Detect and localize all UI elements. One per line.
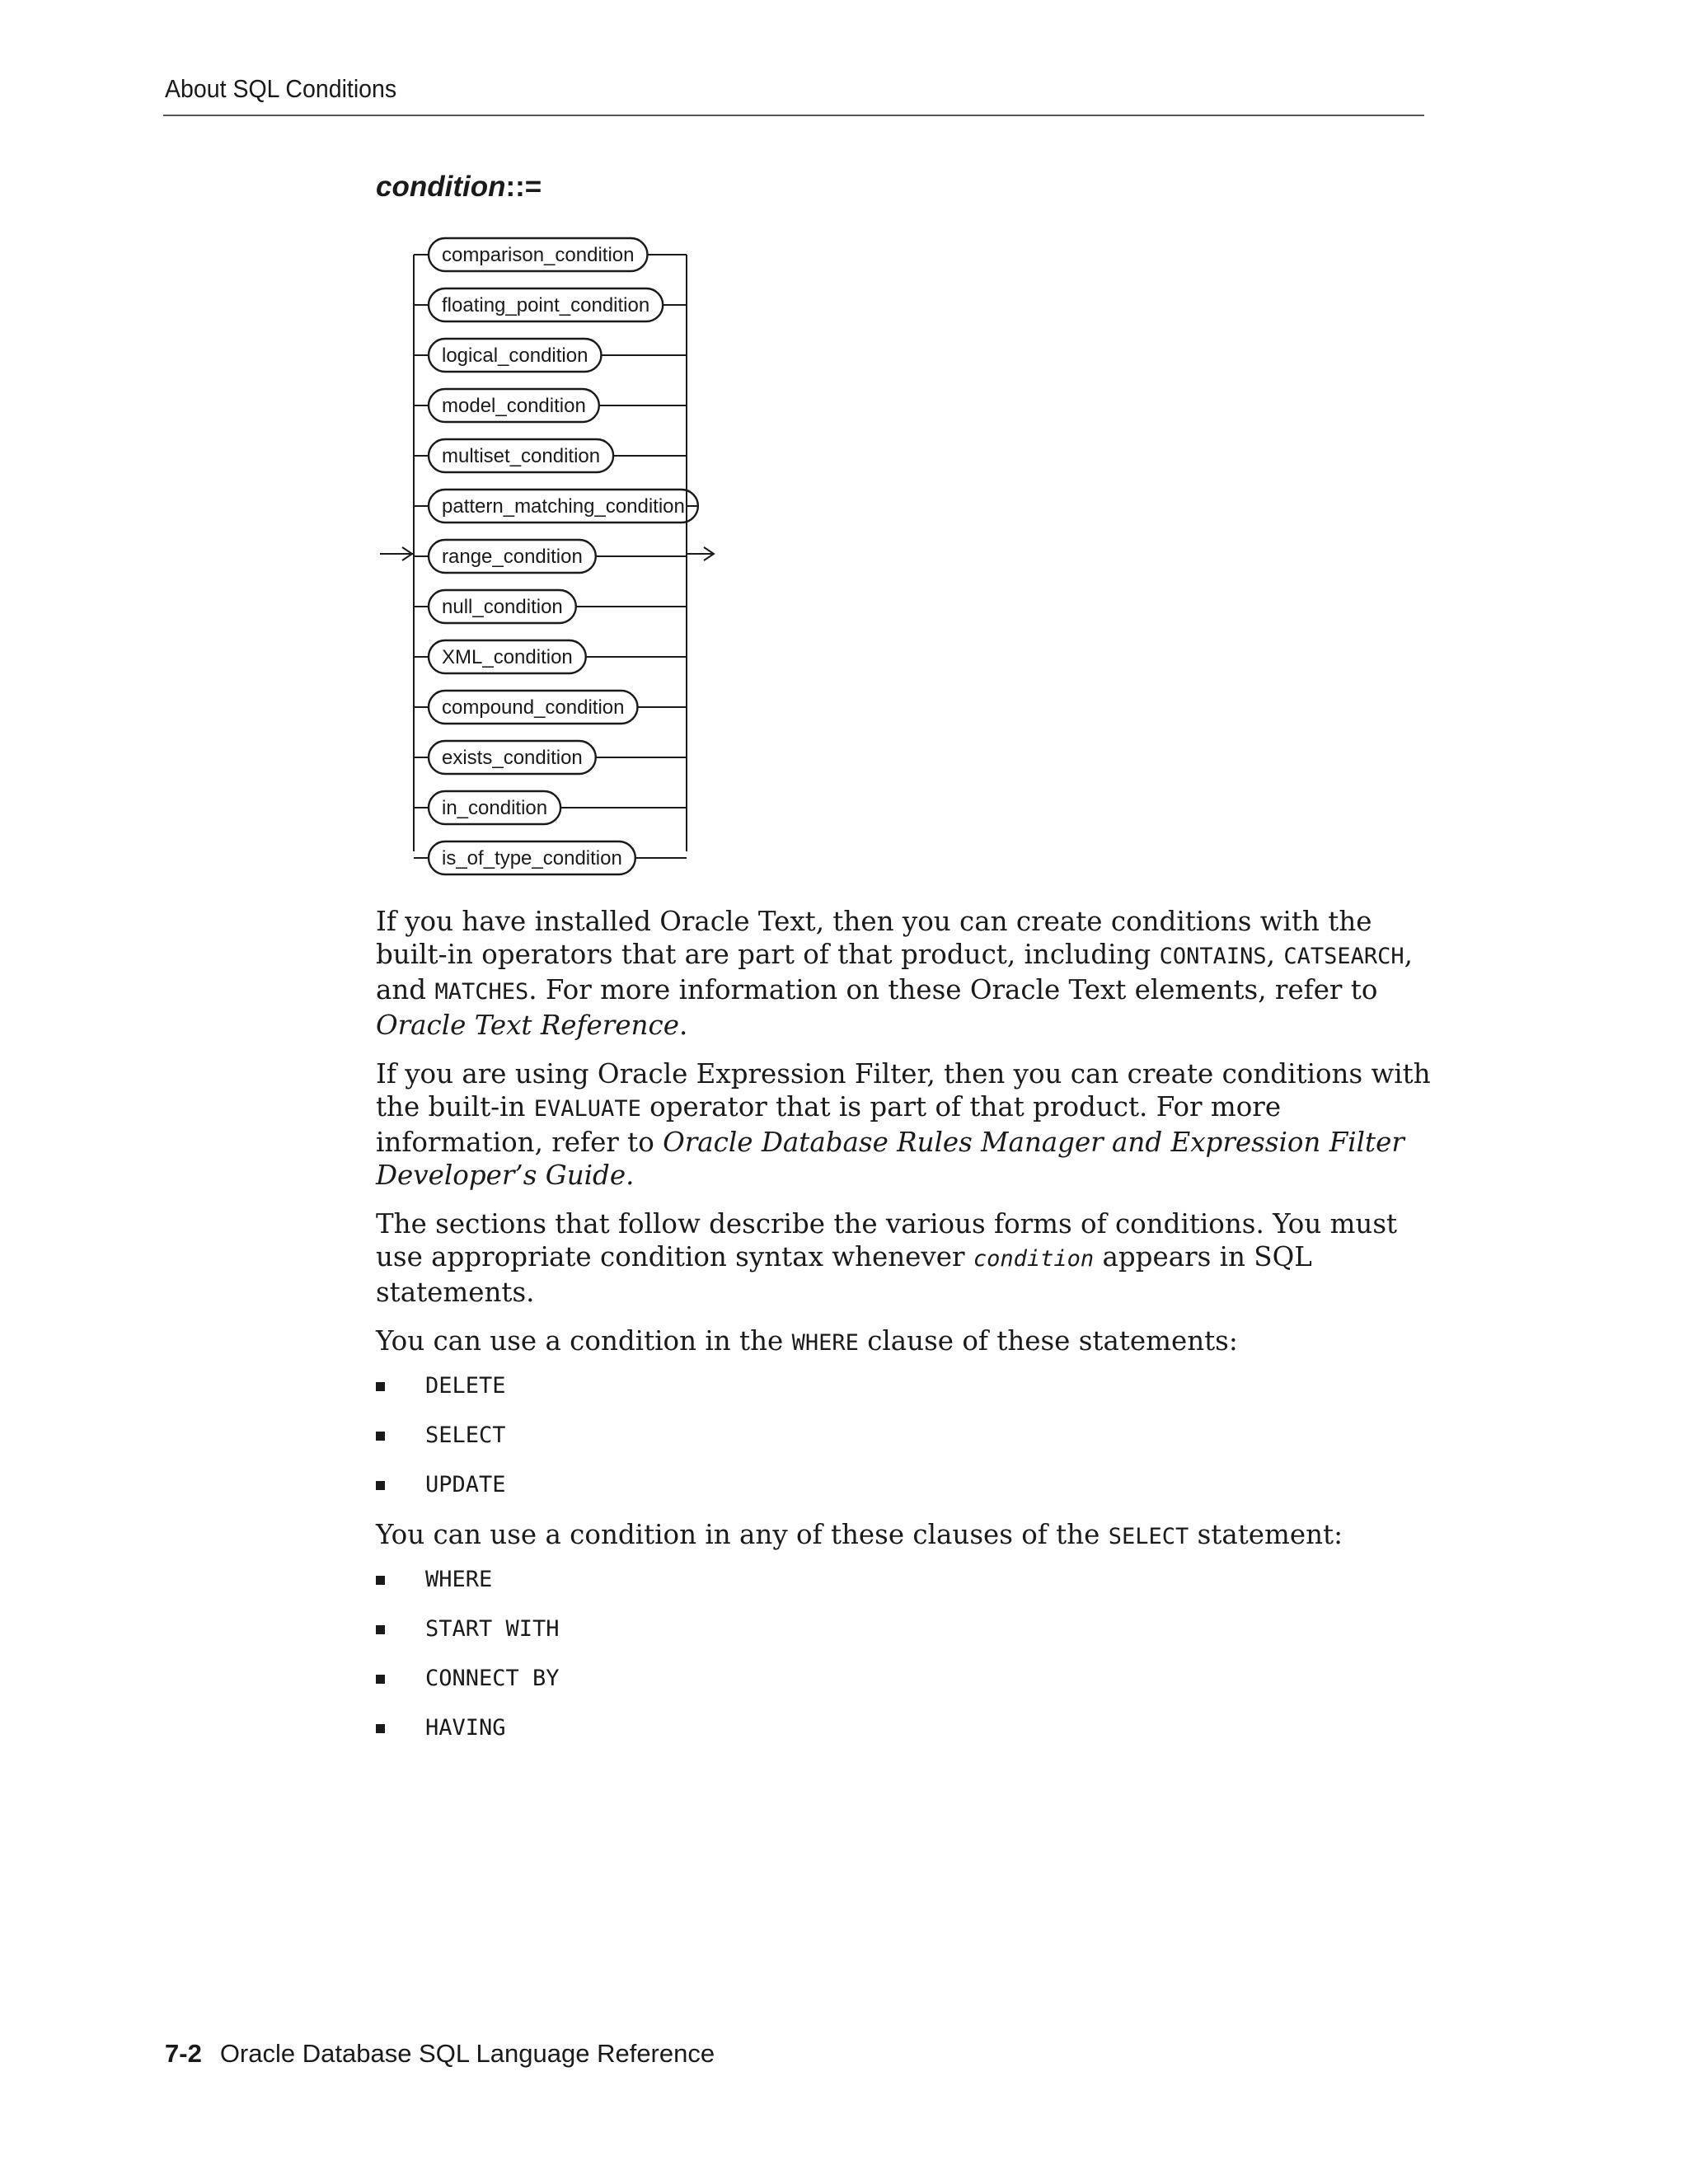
- keyword-where: WHERE: [791, 1330, 859, 1356]
- list-item: [376, 1469, 1431, 1502]
- syntax-title: [376, 171, 542, 204]
- syntax-alternative: [414, 741, 687, 774]
- text-run: clause of these statements:: [858, 1325, 1238, 1357]
- list-item-text: DELETE: [425, 1373, 506, 1399]
- text-run: , and: [376, 939, 1413, 1005]
- statement-list: [376, 1370, 1431, 1502]
- text-run: statement:: [1189, 1519, 1343, 1550]
- list-item: [376, 1613, 1431, 1646]
- alternative-label: model_condition: [442, 395, 586, 417]
- keyword-contains: CONTAINS: [1159, 944, 1267, 969]
- alternative-label: compound_condition: [442, 696, 625, 719]
- syntax-name: condition: [376, 171, 506, 203]
- syntax-alternative: [414, 540, 687, 573]
- list-item-text: UPDATE: [425, 1472, 506, 1497]
- text-run: operator that is part of that product. For more information, refer to: [376, 1091, 1282, 1158]
- alternative-label: logical_condition: [442, 344, 588, 367]
- bullet-icon: [376, 1481, 385, 1490]
- syntax-alternative: [414, 238, 687, 271]
- paragraph-oracle-text: [376, 905, 1431, 1042]
- alternative-label: exists_condition: [442, 747, 583, 769]
- keyword-evaluate: EVALUATE: [533, 1096, 641, 1122]
- text-run: You can use a condition in any of these clauses of the: [376, 1519, 1109, 1550]
- syntax-alternative: [414, 640, 687, 673]
- alternative-label: multiset_condition: [442, 445, 601, 467]
- text-run: .: [678, 1010, 688, 1041]
- syntax-alternative: [414, 791, 687, 824]
- alternative-label: range_condition: [442, 546, 583, 568]
- syntax-alternative: [414, 691, 687, 724]
- bullet-icon: [376, 1382, 385, 1391]
- syntax-alternative: [414, 339, 687, 372]
- paragraph-sections: [376, 1207, 1431, 1309]
- page-number: 7-2: [165, 2039, 202, 2068]
- syntax-alternative: [414, 590, 687, 623]
- alternative-label: pattern_matching_condition: [442, 495, 685, 518]
- running-head: About SQL Conditions: [165, 74, 397, 103]
- list-item-text: START WITH: [425, 1616, 560, 1642]
- list-item: [376, 1662, 1431, 1695]
- keyword-select: SELECT: [1108, 1524, 1189, 1549]
- list-item-text: SELECT: [425, 1422, 506, 1448]
- railroad-diagram: [376, 227, 738, 882]
- syntax-alternative: [414, 389, 687, 422]
- text-run: If you have installed Oracle Text, then you can create conditions with the built-in operators that are part of that product, including: [376, 906, 1372, 970]
- alternative-label: floating_point_condition: [442, 294, 650, 316]
- list-item-text: WHERE: [425, 1567, 493, 1592]
- alternative-label: comparison_condition: [442, 244, 635, 266]
- paragraph-select-clauses: [376, 1518, 1431, 1554]
- list-item: [376, 1419, 1431, 1452]
- paragraph-where-clause: [376, 1324, 1431, 1360]
- syntax-alternative: [414, 288, 687, 321]
- bullet-icon: [376, 1625, 385, 1634]
- bullet-icon: [376, 1724, 385, 1733]
- alternative-label: XML_condition: [442, 646, 573, 668]
- text-run: ,: [1266, 939, 1284, 970]
- list-item: [376, 1712, 1431, 1745]
- text-run: If you are using Oracle Expression Filter, then you can create conditions with the built-in: [376, 1058, 1431, 1122]
- header-divider: [163, 115, 1424, 116]
- reference-oracle-text: Oracle Text Reference: [376, 1010, 679, 1041]
- syntax-alternative: [414, 490, 698, 523]
- bullet-icon: [376, 1432, 385, 1441]
- reference-rules-manager: Oracle Database Rules Manager and Expression Filter Developer’s Guide.: [376, 1127, 1404, 1191]
- bullet-icon: [376, 1576, 385, 1585]
- text-run: The sections that follow describe the various forms of conditions. You must use appropriate condition syntax whenever: [376, 1208, 1398, 1272]
- keyword-condition: condition: [973, 1246, 1095, 1272]
- alternative-label: null_condition: [442, 596, 563, 618]
- list-item-text: CONNECT BY: [425, 1666, 560, 1691]
- alternatives-group: [414, 238, 698, 874]
- keyword-catsearch: CATSEARCH: [1283, 944, 1404, 969]
- bullet-icon: [376, 1675, 385, 1684]
- list-item: [376, 1370, 1431, 1403]
- alternative-label: in_condition: [442, 797, 548, 819]
- paragraph-expression-filter: [376, 1057, 1431, 1192]
- page-footer: [165, 2039, 715, 2069]
- alternative-label: is_of_type_condition: [442, 847, 622, 869]
- clause-list: [376, 1563, 1431, 1745]
- list-item: [376, 1563, 1431, 1596]
- text-run: appears in SQL statements.: [376, 1241, 1312, 1308]
- book-title: Oracle Database SQL Language Reference: [219, 2039, 715, 2068]
- body-text: [376, 905, 1431, 1761]
- text-run: You can use a condition in the: [376, 1325, 792, 1357]
- keyword-matches: MATCHES: [434, 979, 529, 1005]
- syntax-alternative: [414, 439, 687, 472]
- list-item-text: HAVING: [425, 1715, 506, 1741]
- text-run: . For more information on these Oracle Text elements, refer to: [528, 974, 1378, 1005]
- syntax-alternative: [414, 841, 687, 874]
- syntax-operator: ::=: [505, 171, 542, 203]
